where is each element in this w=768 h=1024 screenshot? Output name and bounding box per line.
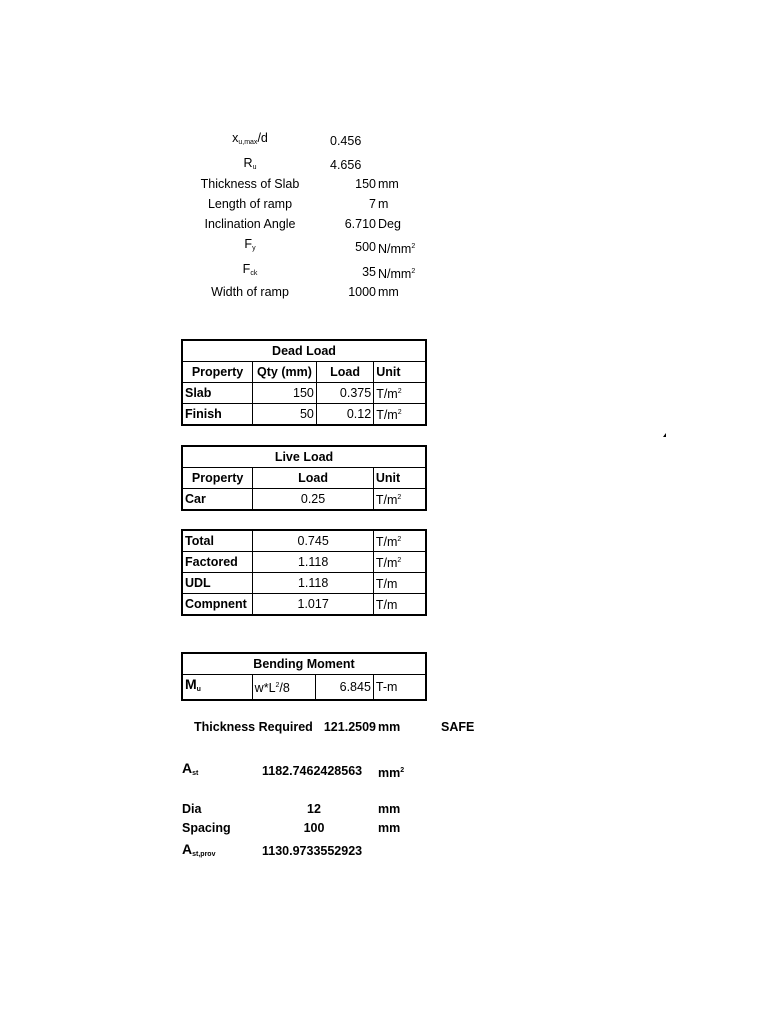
totals-value: 1.118 xyxy=(253,552,373,573)
dead-load-load: 0.375 xyxy=(316,383,373,404)
ast-unit: $mm^2$ xyxy=(378,766,405,780)
live-load-header-property: Property xyxy=(182,468,253,489)
totals-value: 1.118 xyxy=(253,573,373,594)
param-length-label: Length of ramp xyxy=(207,197,293,211)
live-load-header-load: Load xyxy=(253,468,374,489)
table-row xyxy=(182,675,426,701)
param-fy-unit: $N/mm^2$ xyxy=(378,242,416,256)
param-length-value: 7 xyxy=(369,197,376,211)
totals-unit: T/m xyxy=(373,594,426,616)
ast-prov-label: $A_{st,prov}$ xyxy=(182,841,216,858)
dead-load-table xyxy=(181,339,427,426)
bending-moment-title-row xyxy=(182,653,426,675)
dia-value: 12 xyxy=(307,802,321,816)
param-width-value: 1000 xyxy=(348,285,376,299)
live-load-header-row xyxy=(182,468,426,489)
dead-load-title-row xyxy=(182,340,426,362)
param-thickness-label: Thickness of Slab xyxy=(200,177,300,191)
cell-marker-icon xyxy=(663,433,666,437)
dead-load-property: Slab xyxy=(182,383,253,404)
dead-load-header-qty: Qty (mm) xyxy=(253,362,317,383)
dead-load-property: Finish xyxy=(182,404,253,426)
ast-label: $A_{st}$ xyxy=(182,760,199,777)
ast-value: 1182.7462428563 xyxy=(262,764,363,778)
param-fck-unit: $N/mm^2$ xyxy=(378,267,416,281)
dead-load-unit: $T/m^2$ xyxy=(374,383,426,404)
dia-label: Dia xyxy=(182,802,202,816)
table-row xyxy=(182,552,426,573)
dead-load-load: 0.12 xyxy=(316,404,373,426)
ast-prov-value: 1130.9733552923 xyxy=(262,844,363,858)
table-row xyxy=(182,383,426,404)
live-load-header-unit: Unit xyxy=(373,468,426,489)
spacing-unit: mm xyxy=(378,821,401,835)
dia-unit: mm xyxy=(378,802,401,816)
totals-label: UDL xyxy=(182,573,253,594)
live-load-load: 0.25 xyxy=(253,489,374,511)
param-width-unit: mm xyxy=(378,285,399,299)
bending-moment-symbol: $M_u$ xyxy=(182,675,252,701)
dead-load-qty: 150 xyxy=(253,383,317,404)
dead-load-qty: 50 xyxy=(253,404,317,426)
param-xu-ratio-value: 0.456 xyxy=(330,134,362,148)
param-width-label: Width of ramp xyxy=(211,285,289,299)
totals-table xyxy=(181,529,427,616)
totals-unit: T/m xyxy=(373,573,426,594)
table-row xyxy=(182,530,426,552)
live-load-title-row xyxy=(182,446,426,468)
table-row xyxy=(182,489,426,511)
table-row xyxy=(182,573,426,594)
param-thickness-unit: mm xyxy=(378,177,399,191)
param-fck-label: $F_{ck}$ xyxy=(242,262,258,277)
param-fy-label: $F_y$ xyxy=(244,237,256,252)
param-length-unit: m xyxy=(378,197,389,211)
totals-label: Compnent xyxy=(182,594,253,616)
totals-unit: $T/m^2$ xyxy=(373,530,426,552)
bending-moment-title: Bending Moment xyxy=(182,653,426,675)
param-fck-value: 35 xyxy=(362,265,376,279)
param-xu-ratio-label: $x_{u,max}/d$ xyxy=(232,131,268,146)
dead-load-header-row xyxy=(182,362,426,383)
bending-moment-unit: T-m xyxy=(373,675,426,701)
dead-load-header-property: Property xyxy=(182,362,253,383)
live-load-property: Car xyxy=(182,489,253,511)
dead-load-header-load: Load xyxy=(316,362,373,383)
table-row xyxy=(182,594,426,616)
bending-moment-table xyxy=(181,652,427,701)
param-fy-value: 500 xyxy=(355,240,376,254)
live-load-title: Live Load xyxy=(182,446,426,468)
live-load-unit: $T/m^2$ xyxy=(373,489,426,511)
param-inclination-value: 6.710 xyxy=(344,217,376,231)
totals-label: Factored xyxy=(182,552,253,573)
totals-value: 1.017 xyxy=(253,594,373,616)
param-inclination-label: Inclination Angle xyxy=(204,217,296,231)
thickness-required-unit: mm xyxy=(378,720,401,734)
totals-value: 0.745 xyxy=(253,530,373,552)
param-inclination-unit: Deg xyxy=(378,217,401,231)
table-row xyxy=(182,404,426,426)
dead-load-unit: $T/m^2$ xyxy=(374,404,426,426)
dead-load-title: Dead Load xyxy=(182,340,426,362)
spacing-label: Spacing xyxy=(182,821,231,835)
param-thickness-value: 150 xyxy=(355,177,376,191)
param-ru-value: 4.656 xyxy=(330,158,362,172)
param-ru-label: $R_u$ xyxy=(243,156,257,171)
totals-unit: $T/m^2$ xyxy=(373,552,426,573)
dead-load-header-unit: Unit xyxy=(374,362,426,383)
bending-moment-value: 6.845 xyxy=(316,675,374,701)
thickness-status-badge: SAFE xyxy=(441,720,475,734)
spacing-value: 100 xyxy=(303,821,325,835)
thickness-required-label: Thickness Required xyxy=(194,720,313,734)
totals-label: Total xyxy=(182,530,253,552)
live-load-table xyxy=(181,445,427,511)
bending-moment-formula: $w*L^2/8$ xyxy=(252,675,316,701)
thickness-required-value: 121.2509 xyxy=(323,720,376,734)
